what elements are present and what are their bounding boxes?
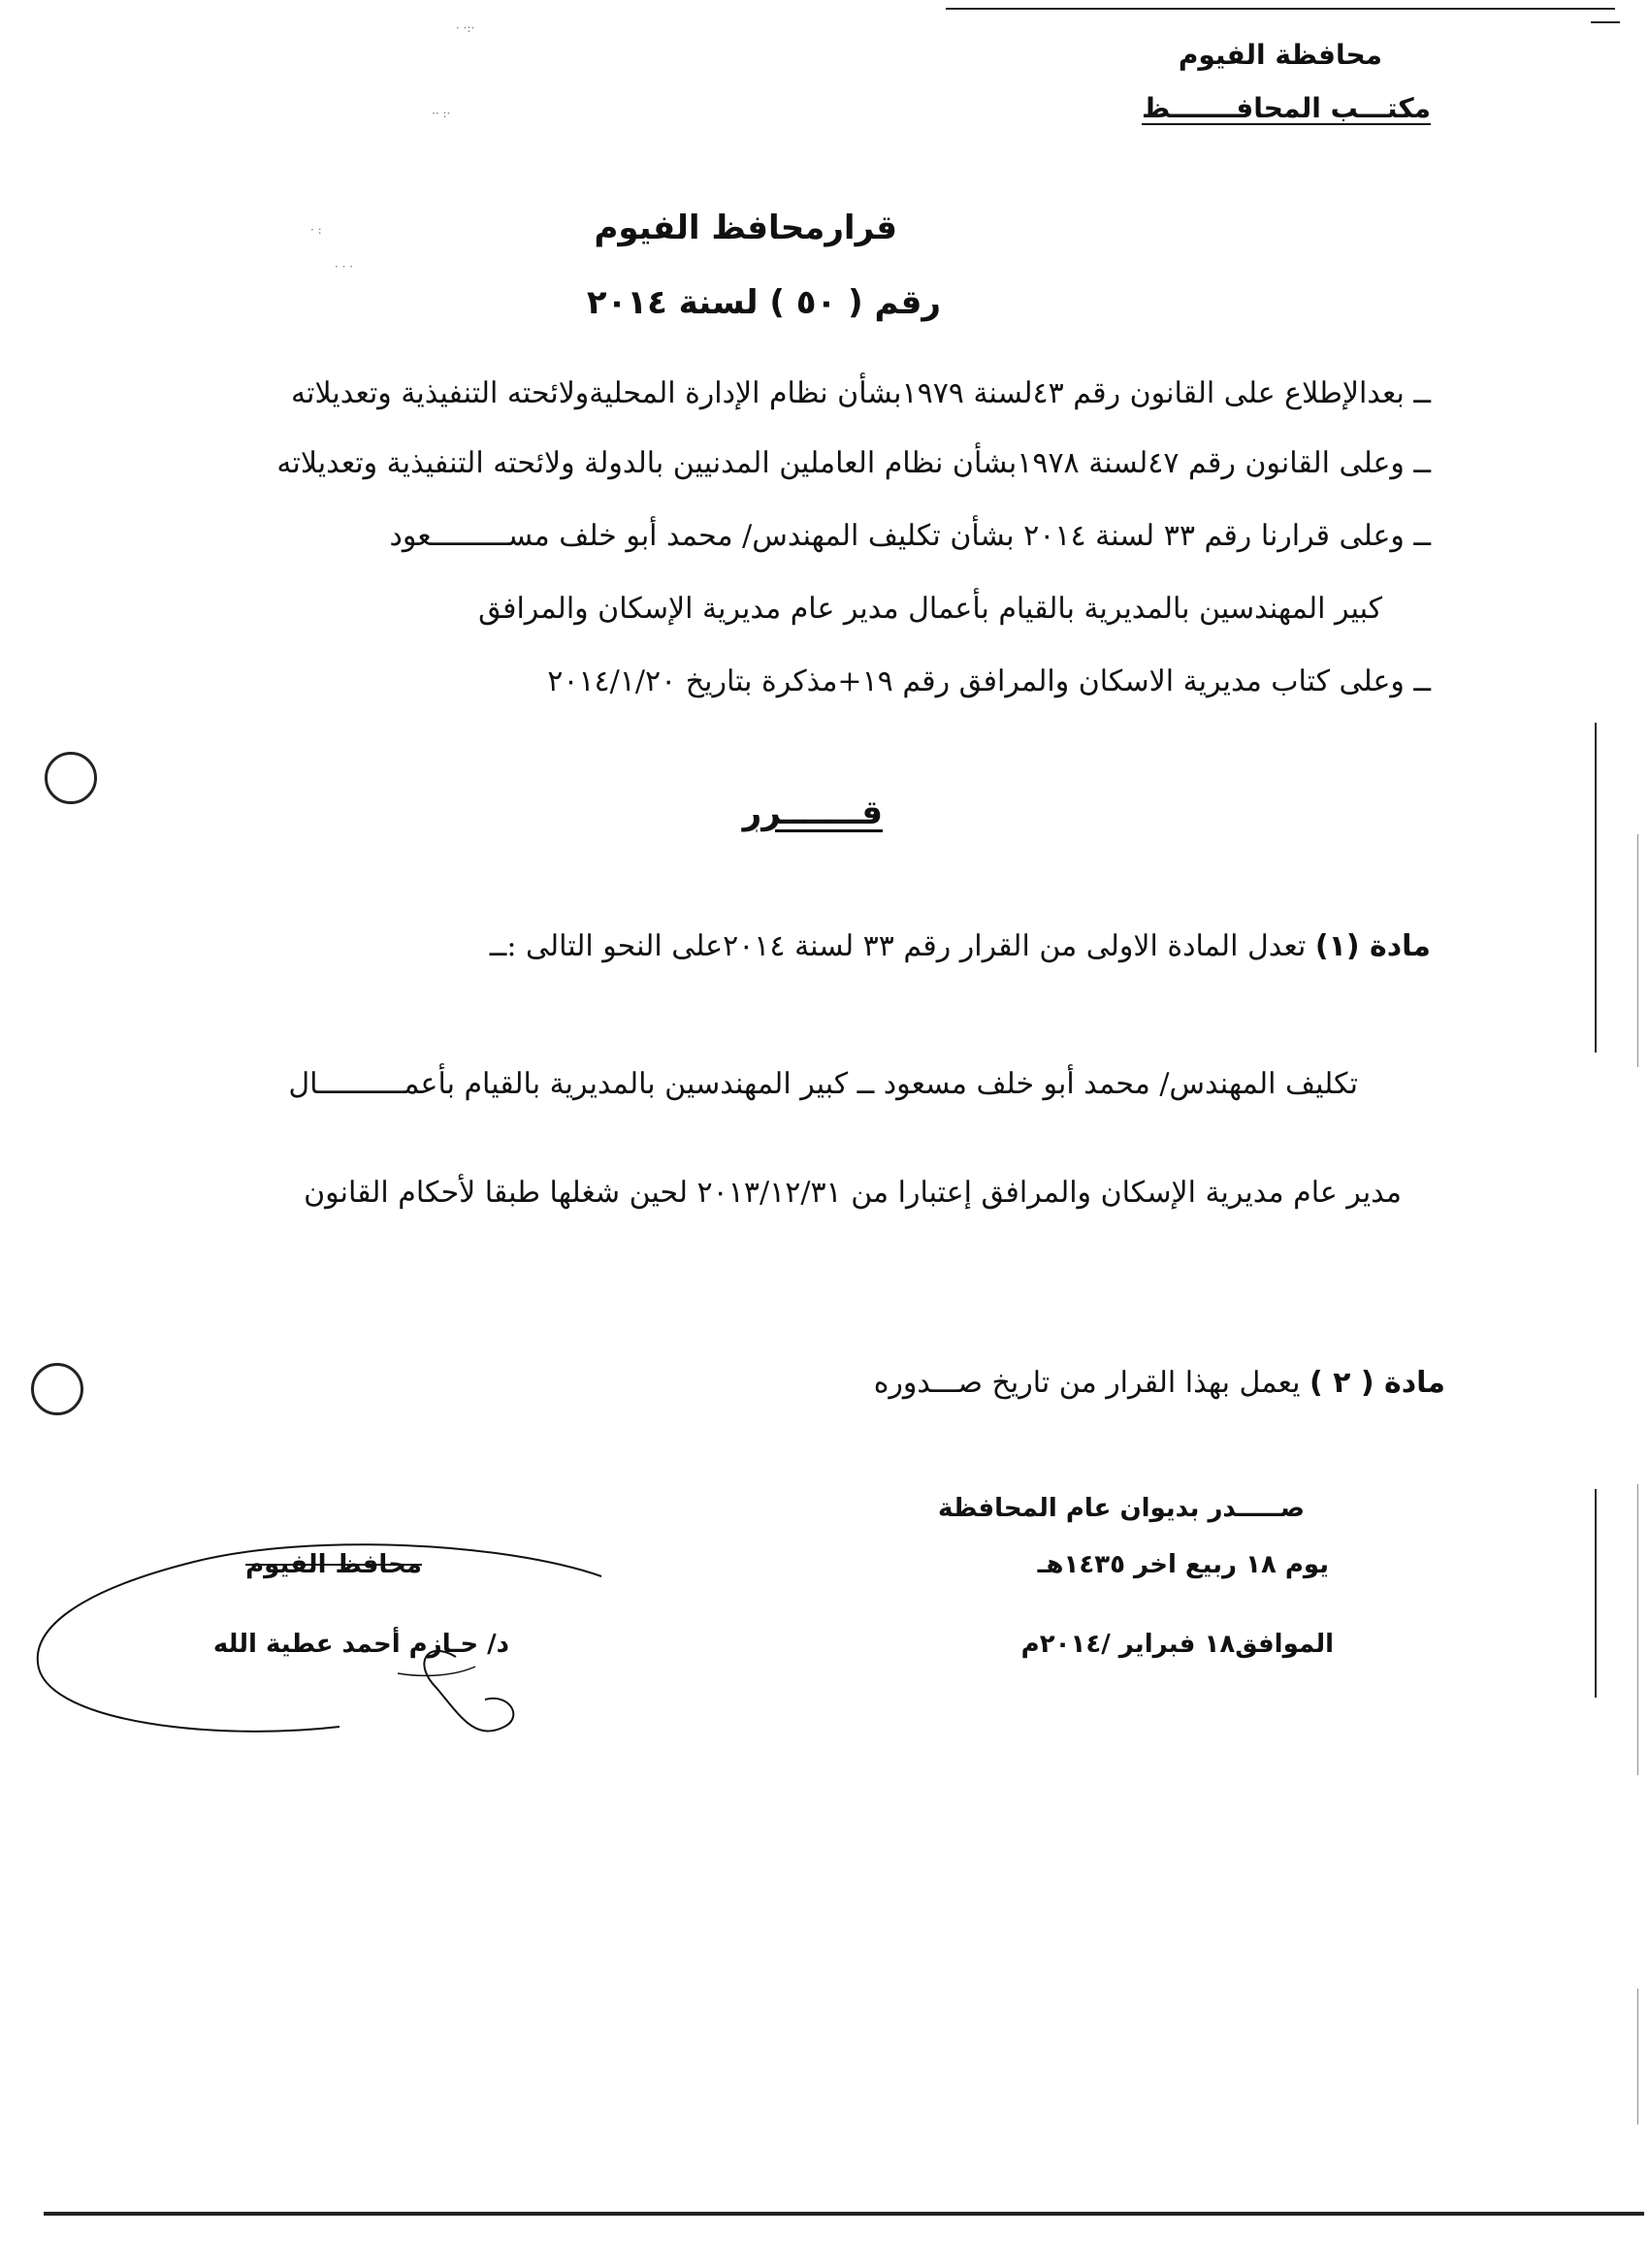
preamble-line-5: ــ وعلى كتاب مديرية الاسكان والمرافق رقم ١٩+مذكرة بتاريخ ٢٠١٤/١/٢٠	[547, 664, 1431, 698]
scan-edge-mark	[1595, 723, 1597, 1053]
punch-hole-ring	[45, 752, 97, 804]
gregorian-date: الموافق١٨ فبراير /٢٠١٤م	[1020, 1630, 1334, 1659]
handwritten-signature	[19, 1533, 621, 1766]
scan-speck: · · ·	[335, 260, 354, 274]
hijri-date: يوم ١٨ ربيع اخر ١٤٣٥هـ	[1037, 1550, 1329, 1579]
bottom-rule	[44, 2212, 1644, 2216]
article-1-label: مادة (١)	[1314, 929, 1431, 963]
preamble-line-2: ــ وعلى القانون رقم ٤٧لسنة ١٩٧٨بشأن نظام العاملين المدنيين بالدولة ولائحته التنفيذية وتعديلاته	[276, 446, 1431, 480]
scan-speck: · :	[310, 223, 322, 237]
punch-hole-ring	[31, 1363, 83, 1415]
scan-edge-mark	[1637, 1989, 1638, 2124]
article-2-text: يعمل بهذا القرار من تاريخ صـــدوره	[873, 1366, 1310, 1400]
top-rule	[946, 8, 1615, 10]
scan-edge-mark	[1595, 1489, 1597, 1698]
header-office: مكتـــب المحافـــــــظ	[1141, 92, 1431, 124]
issued-at: صـــــدر بديوان عام المحافظة	[938, 1494, 1305, 1523]
article-1-text: تعدل المادة الاولى من القرار رقم ٣٣ لسنة ٢٠١٤على النحو التالى :ــ	[489, 929, 1315, 963]
article-1-amend-line-1: تكليف المهندس/ محمد أبو خلف مسعود ــ كبير المهندسين بالمديرية بالقيام بأعمــــــــــال	[288, 1067, 1358, 1101]
preamble-line-4: كبير المهندسين بالمديرية بالقيام بأعمال مدير عام مديرية الإسكان والمرافق	[478, 592, 1382, 626]
scan-edge-mark	[1637, 834, 1638, 1067]
scan-edge-mark	[1637, 1484, 1638, 1775]
scan-speck: · ·:·	[456, 21, 475, 35]
article-1	[490, 929, 1431, 963]
preamble-line-1: ــ بعدالإطلاع على القانون رقم ٤٣لسنة ١٩٧٩بشأن نظام الإدارة المحليةولائحته التنفيذية وتعديلاته	[291, 376, 1431, 410]
scan-speck: ·· :·	[432, 107, 451, 120]
decision-title: قرارمحافظ الفيوم	[594, 209, 897, 247]
preamble-line-3: ــ وعلى قرارنا رقم ٣٣ لسنة ٢٠١٤ بشأن تكليف المهندس/ محمد أبو خلف مســـــــــعود	[389, 519, 1431, 553]
header-governorate: محافظة الفيوم	[1178, 39, 1382, 71]
decision-number: رقم ( ٥٠ ) لسنة ٢٠١٤	[586, 283, 941, 322]
article-2-label: مادة ( ٢ )	[1309, 1366, 1445, 1400]
top-rule-tick	[1591, 21, 1620, 23]
article-2	[874, 1366, 1445, 1400]
signature-name: د/ حـازم أحمد عطية الله	[212, 1630, 509, 1659]
signature-title: محافظ الفيوم	[245, 1550, 422, 1579]
article-1-amend-line-2: مدير عام مديرية الإسكان والمرافق إعتبارا من ٢٠١٣/١٢/٣١ لحين شغلها طبقا لأحكام القانون	[304, 1176, 1402, 1210]
decided-heading: قـــــــرر	[742, 794, 883, 832]
